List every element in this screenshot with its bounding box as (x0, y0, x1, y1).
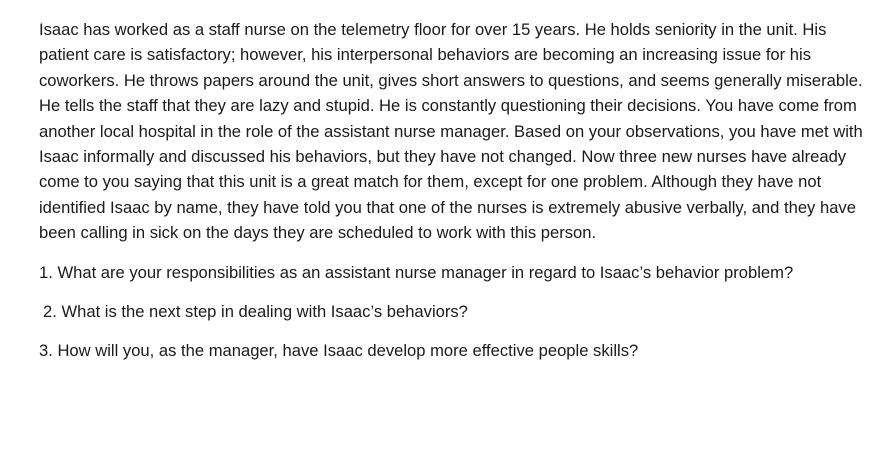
question-3: 3. How will you, as the manager, have Isaac develop more effective people skills? (39, 340, 639, 360)
question-2: 2. What is the next step in dealing with Isaac’s behaviors? (43, 301, 468, 321)
question-1: 1. What are your responsibilities as an assistant nurse manager in regard to Isaac’s behavior problem? (39, 262, 794, 282)
document-body (39, 17, 869, 363)
scenario-paragraph: Isaac has worked as a staff nurse on the telemetry floor for over 15 years. He holds seniority in the unit. His patient care is satisfactory; however, his interpersonal behaviors are becoming an increasing issue for his coworkers. He throws papers around the unit, gives short answers to questions, and seems generally miserable. He tells the staff that they are lazy and stupid. He is constantly questioning their decisions. You have come from another local hospital in the role of the assistant nurse manager. Based on your observations, you have met with Isaac informally and discussed his behaviors, but they have not changed. Now three new nurses have already come to you saying that this unit is a great match for them, except for one problem. Although they have not identified Isaac by name, they have told you that one of the nurses is extremely abusive verbally, and they have been calling in sick on the days they are scheduled to work with this person. (39, 20, 863, 243)
